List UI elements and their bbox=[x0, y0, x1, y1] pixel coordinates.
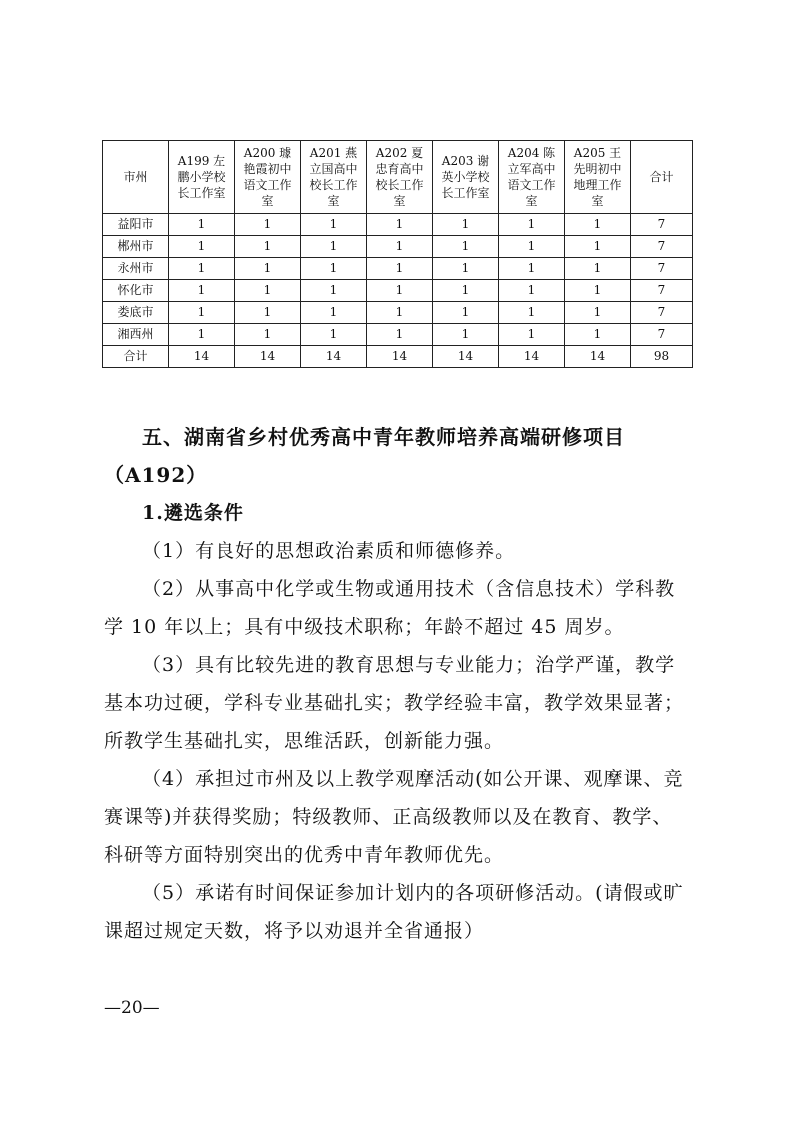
table-cell: 1 bbox=[565, 236, 631, 258]
table-cell: 1 bbox=[235, 280, 301, 302]
paragraph-5: （5）承诺有时间保证参加计划内的各项研修活动。(请假或旷课超过规定天数，将予以劝退并全省通报） bbox=[104, 882, 684, 942]
header-cell: 市州 bbox=[103, 141, 169, 214]
table-cell: 1 bbox=[235, 214, 301, 236]
table-row bbox=[103, 302, 693, 324]
table-cell: 1 bbox=[433, 302, 499, 324]
table-cell: 1 bbox=[169, 302, 235, 324]
table-row bbox=[103, 324, 693, 346]
paragraph-1: （1）有良好的思想政治素质和师德修养。 bbox=[142, 540, 516, 562]
page-number: —20— bbox=[104, 998, 160, 1018]
header-cell: A204 陈立军高中语文工作室 bbox=[499, 141, 565, 214]
header-cell: A203 谢英小学校长工作室 bbox=[433, 141, 499, 214]
table-cell: 1 bbox=[301, 214, 367, 236]
table-cell: 1 bbox=[433, 280, 499, 302]
table-cell: 1 bbox=[169, 258, 235, 280]
table-cell: 1 bbox=[499, 214, 565, 236]
table-cell: 7 bbox=[631, 258, 693, 280]
table-cell: 1 bbox=[169, 324, 235, 346]
table-cell: 7 bbox=[631, 214, 693, 236]
row-label-cell: 永州市 bbox=[103, 258, 169, 280]
table-cell: 7 bbox=[631, 302, 693, 324]
row-label-cell: 郴州市 bbox=[103, 236, 169, 258]
table-cell: 1 bbox=[433, 324, 499, 346]
table-row bbox=[103, 346, 693, 368]
table-cell: 1 bbox=[433, 258, 499, 280]
table-cell: 1 bbox=[235, 302, 301, 324]
table-cell: 14 bbox=[169, 346, 235, 368]
table-cell: 1 bbox=[565, 302, 631, 324]
table-cell: 14 bbox=[499, 346, 565, 368]
table-cell: 1 bbox=[301, 258, 367, 280]
paragraph-2: （2）从事高中化学或生物或通用技术（含信息技术）学科教学 10 年以上；具有中级技术职称；年龄不超过 45 周岁。 bbox=[104, 578, 676, 638]
table-cell: 1 bbox=[235, 324, 301, 346]
row-label-cell: 湘西州 bbox=[103, 324, 169, 346]
table-cell: 14 bbox=[433, 346, 499, 368]
table-cell: 1 bbox=[235, 236, 301, 258]
table-cell: 1 bbox=[499, 280, 565, 302]
row-label-cell: 益阳市 bbox=[103, 214, 169, 236]
table-cell: 7 bbox=[631, 236, 693, 258]
table-cell: 1 bbox=[499, 258, 565, 280]
row-label-cell: 怀化市 bbox=[103, 280, 169, 302]
table-cell: 14 bbox=[367, 346, 433, 368]
row-label-cell: 娄底市 bbox=[103, 302, 169, 324]
table-row bbox=[103, 214, 693, 236]
header-cell: A205 王先明初中地理工作室 bbox=[565, 141, 631, 214]
table-row bbox=[103, 280, 693, 302]
table-cell: 1 bbox=[499, 324, 565, 346]
table-row bbox=[103, 236, 693, 258]
header-cell: A201 燕立国高中校长工作室 bbox=[301, 141, 367, 214]
table-cell: 14 bbox=[235, 346, 301, 368]
table-cell: 1 bbox=[565, 214, 631, 236]
header-cell: A199 左鹏小学校长工作室 bbox=[169, 141, 235, 214]
table-body bbox=[103, 214, 693, 368]
table-cell: 1 bbox=[367, 324, 433, 346]
table-cell: 1 bbox=[367, 302, 433, 324]
table-cell: 1 bbox=[499, 302, 565, 324]
table-cell: 1 bbox=[367, 280, 433, 302]
row-label-cell: 合计 bbox=[103, 346, 169, 368]
table-cell: 1 bbox=[433, 214, 499, 236]
table-cell: 7 bbox=[631, 324, 693, 346]
table-cell: 14 bbox=[565, 346, 631, 368]
table-cell: 1 bbox=[235, 258, 301, 280]
table-cell: 1 bbox=[367, 258, 433, 280]
table-cell: 7 bbox=[631, 280, 693, 302]
table-cell: 1 bbox=[565, 324, 631, 346]
header-cell: A200 璩艳霞初中语文工作室 bbox=[235, 141, 301, 214]
table-cell: 1 bbox=[169, 214, 235, 236]
header-cell: A202 夏忠育高中校长工作室 bbox=[367, 141, 433, 214]
table-cell: 1 bbox=[301, 280, 367, 302]
table-cell: 1 bbox=[169, 236, 235, 258]
table-cell: 1 bbox=[565, 258, 631, 280]
table-row bbox=[103, 258, 693, 280]
table-cell: 1 bbox=[301, 324, 367, 346]
table-cell: 1 bbox=[367, 236, 433, 258]
header-cell: 合计 bbox=[631, 141, 693, 214]
table-cell: 1 bbox=[367, 214, 433, 236]
table-cell: 1 bbox=[301, 302, 367, 324]
paragraph-3: （3）具有比较先进的教育思想与专业能力；治学严谨，教学基本功过硬，学科专业基础扎实；教学经验丰富，教学效果显著；所教学生基础扎实，思维活跃，创新能力强。 bbox=[104, 654, 685, 752]
table-cell: 14 bbox=[301, 346, 367, 368]
paragraph-4: （4）承担过市州及以上教学观摩活动(如公开课、观摩课、竞赛课等)并获得奖励；特级教师、正高级教师以及在教育、教学、科研等方面特别突出的优秀中青年教师优先。 bbox=[104, 768, 684, 866]
sub-title: 1.遴选条件 bbox=[142, 502, 244, 524]
table-header-row bbox=[103, 141, 693, 214]
table-cell: 1 bbox=[499, 236, 565, 258]
table-cell: 1 bbox=[301, 236, 367, 258]
table-cell: 1 bbox=[169, 280, 235, 302]
section-title: 五、湖南省乡村优秀高中青年教师培养高端研修项目（A192） bbox=[104, 425, 625, 487]
table-cell: 1 bbox=[433, 236, 499, 258]
table-cell: 1 bbox=[565, 280, 631, 302]
quota-table bbox=[102, 140, 693, 368]
table-cell: 98 bbox=[631, 346, 693, 368]
